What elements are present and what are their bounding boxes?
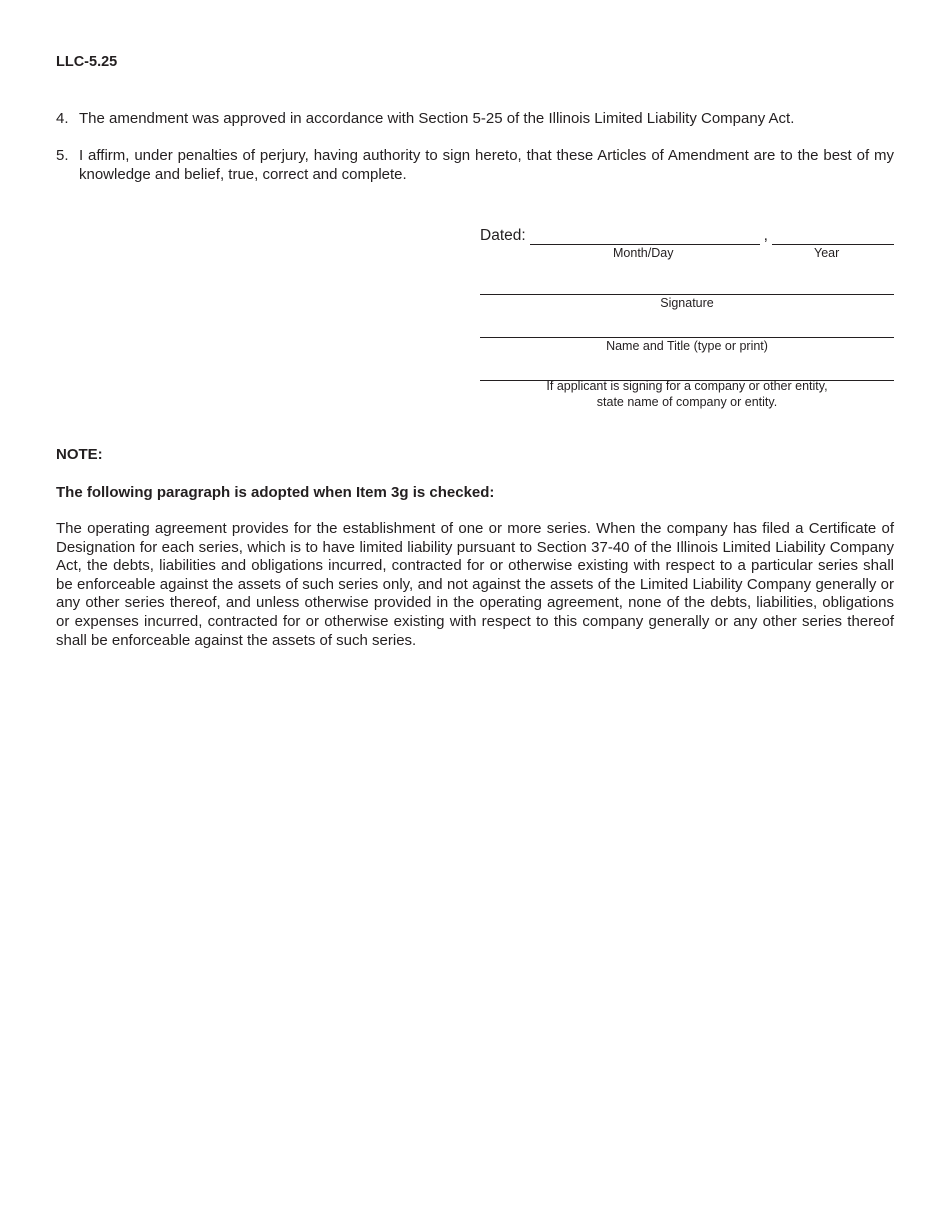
name-title-caption: Name and Title (type or print) [606, 339, 768, 353]
item-number: 5. [56, 147, 69, 164]
year-field[interactable] [772, 230, 894, 245]
entity-caption-line2: state name of company or entity. [596, 394, 778, 409]
month-day-caption: Month/Day [613, 246, 674, 260]
dated-label: Dated: [480, 227, 526, 244]
entity-caption [480, 379, 894, 410]
item-text: The amendment was approved in accordance with Section 5-25 of the Illinois Limited Liability Company Act. [79, 110, 795, 127]
name-title-field[interactable] [480, 337, 894, 338]
item-number: 4. [56, 110, 69, 127]
entity-caption-line1: If applicant is signing for a company or other entity, [546, 379, 828, 393]
year-caption: Year [814, 246, 840, 260]
dated-comma: , [763, 227, 768, 244]
signature-block [480, 225, 894, 409]
note-subtitle: The following paragraph is adopted when Item 3g is checked: [56, 484, 495, 501]
note-title: NOTE: [56, 446, 103, 463]
signature-field[interactable] [480, 294, 894, 295]
signature-caption: Signature [660, 296, 714, 310]
item-5 [56, 147, 894, 184]
month-day-field[interactable] [530, 230, 760, 245]
note-body: The operating agreement provides for the establishment of one or more series. When the company has filed a Certificate of Designation for each series, which is to have limited liability pursuant to Section 37-40 of the Illinois Limited Liability Company Act, the debts, liabilities and obligations incurred, contracted for or otherwise existing with respect to a particular series shall be enforceable against the assets of such series only, and not against the assets of the Limited Liability Company generally or any other series thereof, and unless otherwise provided in the operating agreement, none of the debts, liabilities, obligations or expenses incurred, contracted for or otherwise existing with respect to this company generally or any other series thereof shall be enforceable against the assets of such series. [56, 520, 894, 649]
dated-captions [480, 245, 894, 261]
item-text: I affirm, under penalties of perjury, having authority to sign hereto, that these Articles of Amendment are to the best of my knowledge and belief, true, correct and complete. [79, 147, 894, 183]
dated-row [480, 225, 894, 245]
form-id: LLC-5.25 [56, 54, 118, 70]
item-4 [56, 110, 894, 129]
